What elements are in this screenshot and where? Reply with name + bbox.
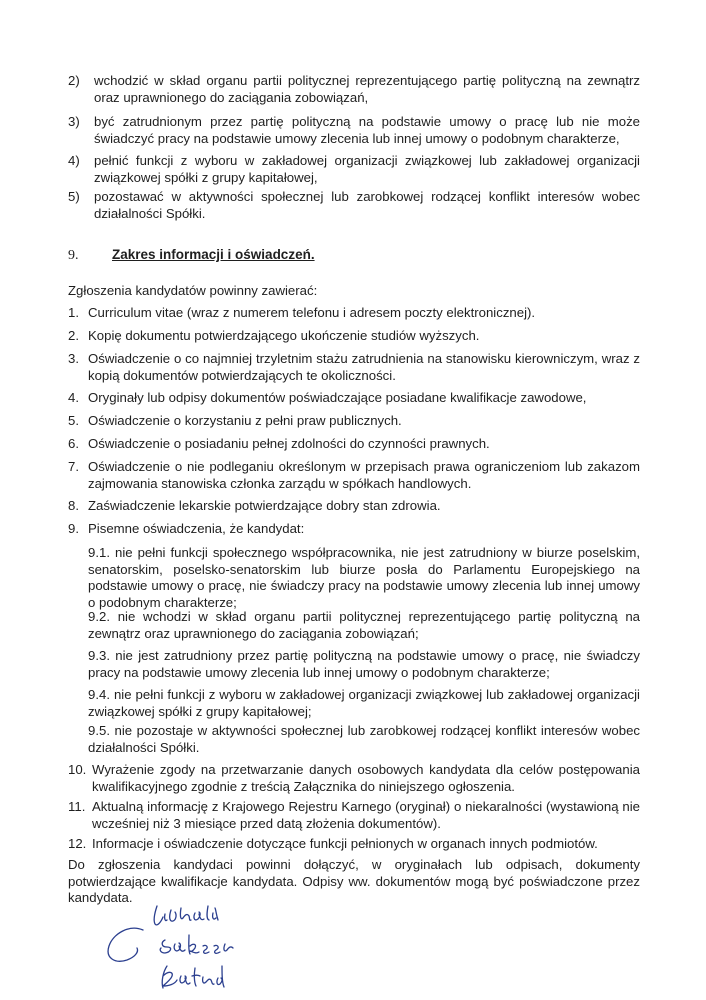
section-heading xyxy=(68,247,315,264)
requirement-text: Informacje i oświadczenie dotyczące funkcji pełnionych w organach innych podmiotów. xyxy=(92,836,598,851)
sub-item: 9.4. nie pełni funkcji z wyboru w zakładowej organizacji związkowej lub zakładowej organizacji związkowej spółki z grupy kapitałowej; xyxy=(88,687,640,719)
list-number: 3) xyxy=(68,114,80,129)
list-item xyxy=(68,153,640,186)
requirement-number: 8. xyxy=(68,498,79,513)
requirement-number: 3. xyxy=(68,351,79,366)
requirement-number: 6. xyxy=(68,436,79,451)
section-number: 9. xyxy=(68,248,79,263)
requirement-number: 1. xyxy=(68,305,79,320)
requirement-text: Oświadczenie o co najmniej trzyletnim stażu zatrudnienia na stanowisku kierowniczym, wraz z kopią dokumentów potwierdzających te okoliczności. xyxy=(88,351,640,383)
requirement-text: Aktualną informację z Krajowego Rejestru Karnego (oryginał) o niekaralności (wystawioną nie wcześniej niż 3 miesiące przed datą złożenia dokumentów). xyxy=(92,799,640,831)
list-text: pełnić funkcji z wyboru w zakładowej organizacji związkowej lub zakładowej organizacji związkowej spółki z grupy kapitałowej, xyxy=(94,153,640,185)
requirement-number: 12. xyxy=(68,836,87,851)
requirement-number: 9. xyxy=(68,521,79,536)
requirement-item xyxy=(68,799,640,832)
requirement-item xyxy=(68,305,640,322)
section-title: Zakres informacji i oświadczeń. xyxy=(112,247,315,262)
sub-item: 9.3. nie jest zatrudniony przez partię polityczną na podstawie umowy o pracę, nie świadczy pracy na podstawie umowy zlecenia lub innej umowy o podobnym charakterze; xyxy=(88,648,640,680)
requirement-text: Kopię dokumentu potwierdzającego ukończenie studiów wyższych. xyxy=(88,328,480,343)
requirement-item xyxy=(68,436,640,453)
list-number: 5) xyxy=(68,189,80,204)
requirement-item xyxy=(68,390,640,407)
requirement-text: Pisemne oświadczenia, że kandydat: xyxy=(88,521,305,536)
requirement-text: Oświadczenie o posiadaniu pełnej zdolności do czynności prawnych. xyxy=(88,436,490,451)
requirement-text: Curriculum vitae (wraz z numerem telefonu i adresem poczty elektronicznej). xyxy=(88,305,536,320)
requirement-text: Zaświadczenie lekarskie potwierdzające dobry stan zdrowia. xyxy=(88,498,441,513)
requirement-item xyxy=(68,836,640,853)
list-text: pozostawać w aktywności społecznej lub zarobkowej rodzącej konflikt interesów wobec działalności Spółki. xyxy=(94,189,640,221)
requirement-number: 4. xyxy=(68,390,79,405)
handwritten-signature xyxy=(95,900,265,995)
list-item xyxy=(68,73,640,106)
closing-paragraph: Do zgłoszenia kandydaci powinni dołączyć, w oryginałach lub odpisach, dokumenty potwierdzające kwalifikacje kandydata. Odpisy ww. dokumentów mogą być poświadczone przez kandydata. xyxy=(68,857,640,905)
requirement-item xyxy=(68,762,640,795)
sub-item: 9.1. nie pełni funkcji społecznego współpracownika, nie jest zatrudniony w biurze poselskim, senatorskim, poselsko-senatorskim lub biurze posła do Parlamentu Europejskiego na podstawie umowy o pracę, nie świadczy pracy na podstawie umowy zlecenia lub innej umowy o podobnym charakterze; xyxy=(88,545,640,610)
requirement-text: Oświadczenie o nie podleganiu określonym w przepisach prawa ograniczeniom lub zakazom zajmowania stanowiska członka zarządu w spółkach handlowych. xyxy=(88,459,640,491)
requirement-number: 11. xyxy=(68,799,86,814)
requirement-item xyxy=(68,498,640,515)
list-number: 2) xyxy=(68,73,80,88)
list-text: być zatrudnionym przez partię polityczną na podstawie umowy o pracę lub nie może świadczyć pracy na podstawie umowy zlecenia lub innej umowy o podobnym charakterze, xyxy=(94,114,640,146)
requirement-text: Oryginały lub odpisy dokumentów poświadczające posiadane kwalifikacje zawodowe, xyxy=(88,390,587,405)
requirement-item xyxy=(68,413,640,430)
requirement-item xyxy=(68,328,640,345)
list-item xyxy=(68,114,640,147)
requirement-number: 5. xyxy=(68,413,79,428)
requirement-text: Wyrażenie zgody na przetwarzanie danych osobowych kandydata dla celów postępowania kwalifikacyjnego zgodnie z treścią Załącznika do niniejszego ogłoszenia. xyxy=(92,762,640,794)
sub-item: 9.2. nie wchodzi w skład organu partii politycznej reprezentującego partię polityczną na zewnątrz oraz uprawnionego do zaciągania zobowiązań; xyxy=(88,609,640,641)
requirement-number: 2. xyxy=(68,328,79,343)
requirement-number: 10. xyxy=(68,762,87,777)
requirement-number: 7. xyxy=(68,459,79,474)
requirement-item xyxy=(68,521,640,538)
sub-item: 9.5. nie pozostaje w aktywności społecznej lub zarobkowej rodzącej konflikt interesów wobec działalności Spółki. xyxy=(88,723,640,755)
list-item xyxy=(68,189,640,222)
requirement-item xyxy=(68,351,640,384)
requirement-item xyxy=(68,459,640,492)
requirement-text: Oświadczenie o korzystaniu z pełni praw publicznych. xyxy=(88,413,402,428)
intro-text: Zgłoszenia kandydatów powinny zawierać: xyxy=(68,283,318,298)
list-text: wchodzić w skład organu partii politycznej reprezentującego partię polityczną na zewnątrz oraz uprawnionego do zaciągania zobowiązań, xyxy=(94,73,640,105)
list-number: 4) xyxy=(68,153,80,168)
